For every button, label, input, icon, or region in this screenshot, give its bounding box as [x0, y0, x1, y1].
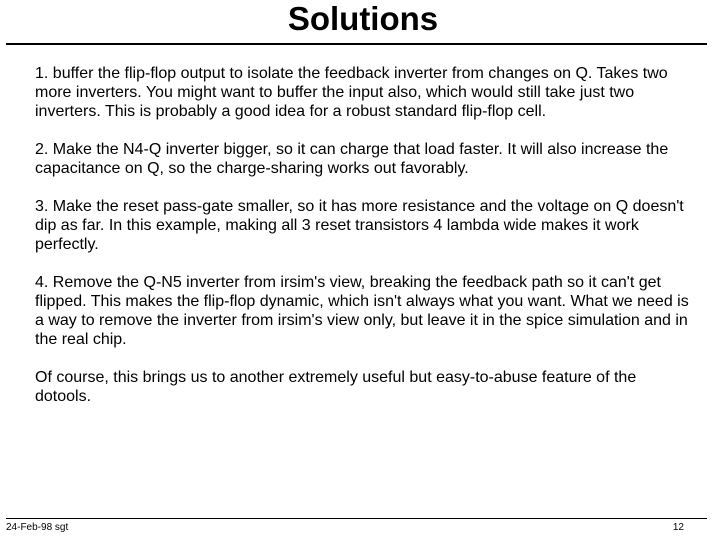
slide-title: Solutions [287, 0, 439, 37]
footer-date-author: 24-Feb-98 sgt [6, 522, 69, 533]
slide-body [35, 64, 695, 425]
page-number: 12 [672, 522, 684, 533]
solution-paragraph-3: 3. Make the reset pass-gate smaller, so it has more resistance and the voltage on Q doesn't dip as far. In this example, making all 3 reset transistors 4 lambda wide makes it work perfectly. [35, 198, 684, 253]
title-divider [6, 43, 707, 45]
solution-paragraph-1: 1. buffer the flip-flop output to isolate the feedback inverter from changes on Q. Takes two more inverters. You might want to buffer the input also, which would still take just two inverters. This is probably a good idea for a robust standard flip-flop cell. [35, 65, 668, 120]
solution-paragraph-2: 2. Make the N4-Q inverter bigger, so it can charge that load faster. It will also increase the capacitance on Q, so the charge-sharing works out favorably. [35, 141, 669, 177]
footer-divider [6, 518, 707, 519]
solution-paragraph-4: 4. Remove the Q-N5 inverter from irsim's view, breaking the feedback path so it can't get flipped. This makes the flip-flop dynamic, which isn't always what you want. What we need is a way to remove the inverter from irsim's view only, but leave it in the spice simulation and in the real chip. [35, 274, 689, 348]
closing-paragraph: Of course, this brings us to another extremely useful but easy-to-abuse feature of the dotools. [35, 369, 637, 405]
